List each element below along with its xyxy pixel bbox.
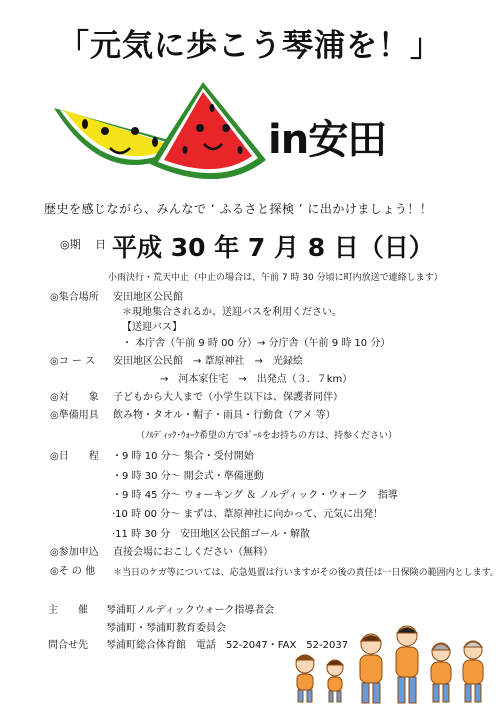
meeting-label: ◎集合場所 — [50, 292, 99, 303]
meeting-place: 安田地区公民館 — [113, 292, 183, 303]
organizer-label: 主 催 — [48, 605, 88, 616]
course-line-1: 安田地区公民館 → 葦原神社 → 光録絵 — [113, 356, 303, 367]
page-title: 「元気に歩こう琴浦を！」 — [58, 28, 442, 64]
bus-header: 【送迎バス】 — [122, 322, 182, 333]
organizer-line-2: 琴浦町・琴浦町教育委員会 — [106, 623, 226, 634]
date-label: ◎期 日 — [60, 238, 107, 251]
apply-label: ◎参加申込 — [50, 547, 99, 558]
other-value: ＊当日のケガ等については、応急処置は行いますがその後の責任は一日保険の範囲内とします。 — [113, 568, 499, 578]
schedule-entry: ·11 時 30 分 安田地区公民館ゴール・解散 — [112, 529, 310, 540]
intro-text: 歴史を感じながら、みんなで ‘ ふるさと探検 ’ に出かけましょう！！ — [44, 202, 433, 216]
course-label: ◎コ ー ス — [50, 356, 96, 367]
walking-family-illustration — [283, 620, 493, 706]
target-value: 子どもから大人まで（小学生以下は、保護者同伴） — [113, 392, 343, 403]
items-note: （ﾉﾙﾃﾞｨｯｸ･ｳｫｰｸ希望の方でﾎﾟｰﾙをお持ちの方は、持参ください） — [136, 431, 398, 441]
schedule-label: ◎日 程 — [50, 451, 99, 462]
course-line-2: → 河本家住宅 → 出発点（３．７km） — [160, 374, 353, 385]
contact-value: 琴浦町総合体育館 電話 52-2047・FAX 52-2037 — [106, 640, 349, 651]
schedule-entry: ·10 時 00 分～ まずは、葦原神社に向かって、元気に出発！ — [112, 509, 384, 520]
schedule-entry: ・9 時 10 分～ 集合・受付開始 — [112, 451, 254, 462]
target-label: ◎対 象 — [50, 392, 99, 403]
other-label: ◎そ の 他 — [50, 566, 96, 577]
schedule-entry: ・9 時 30 分～ 開会式・準備運動 — [112, 471, 264, 482]
meeting-note: ＊現地集合されるか、送迎バスを利用ください。 — [122, 307, 342, 318]
date-note: 小雨決行・荒天中止（中止の場合は、午前 7 時 30 分頃に町内放送で連絡します） — [108, 273, 443, 283]
apply-value: 直接会場におこしください（無料） — [113, 547, 273, 558]
items-value: 飲み物・タオル・帽子・雨具・行動食（アメ 等） — [113, 410, 336, 421]
contact-label: 問合せ先 — [48, 640, 88, 651]
event-subtitle: in安田 — [268, 117, 387, 163]
bus-schedule: ・ 本庁舎（午前 9 時 00 分）→ 分庁舎（午前 9 時 10 分） — [122, 338, 391, 349]
watermelon-illustration — [40, 68, 270, 193]
organizer-line-1: 琴浦町ノルディックウォーク指導者会 — [106, 605, 275, 616]
red-watermelon-slice — [150, 82, 266, 179]
event-date: 平成 30 年 7 月 8 日（日） — [112, 233, 434, 262]
items-label: ◎準備用具 — [50, 410, 99, 421]
schedule-entry: ・9 時 45 分～ ウォーキング ＆ ノルディック・ウォーク 指導 — [112, 490, 398, 501]
